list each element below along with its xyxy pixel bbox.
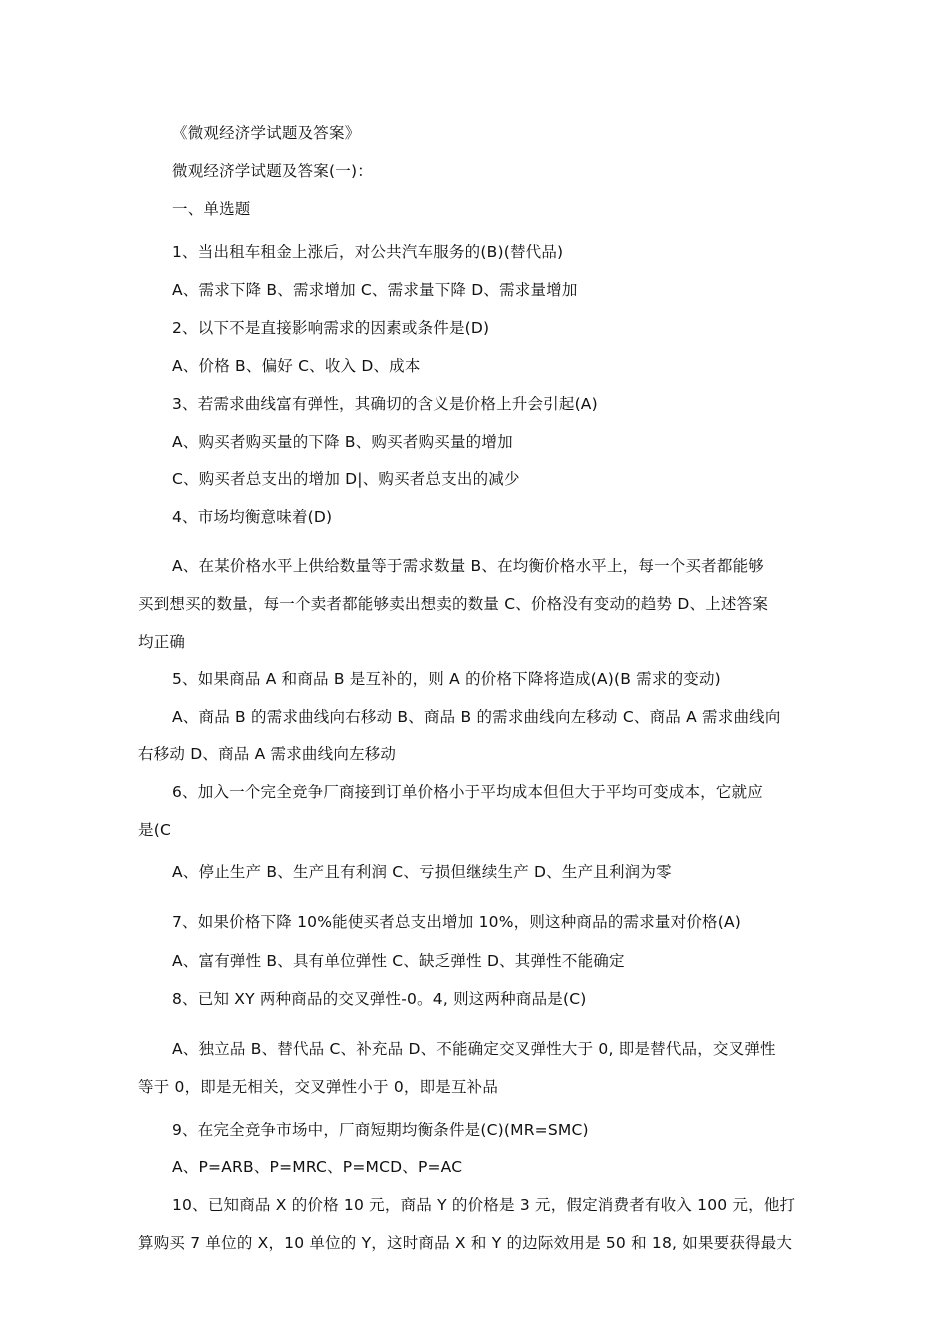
question-4-options-line-2: 买到想买的数量，每一个卖者都能够卖出想卖的数量 C、价格没有变动的趋势 D、上述答案 <box>138 595 769 613</box>
question-4-options-line-3: 均正确 <box>138 633 186 651</box>
section-subtitle: 微观经济学试题及答案(一)： <box>172 162 373 180</box>
question-2: 2、以下不是直接影响需求的因素或条件是(D) <box>172 319 490 337</box>
question-10-line-2: 算购买 7 单位的 X，10 单位的 Y，这时商品 X 和 Y 的边际效用是 50 和 18, 如果要获得最大 <box>138 1234 793 1252</box>
question-8: 8、已知 XY 两种商品的交叉弹性-0。4, 则这两种商品是(C) <box>172 990 587 1008</box>
question-10-line-1: 10、已知商品 X 的价格 10 元，商品 Y 的价格是 3 元，假定消费者有收入 100 元，他打 <box>172 1196 796 1214</box>
question-2-options: A、价格 B、偏好 C、收入 D、成本 <box>172 357 421 375</box>
question-8-options-line-1: A、独立品 B、替代品 C、补充品 D、不能确定交叉弹性大于 0, 即是替代品，交叉弹性 <box>172 1040 776 1058</box>
question-7-options: A、富有弹性 B、具有单位弹性 C、缺乏弹性 D、其弹性不能确定 <box>172 952 625 970</box>
question-9-options: A、P=ARB、P=MRC、P=MCD、P=AC <box>172 1158 463 1176</box>
question-6-line-2: 是(C <box>138 821 171 839</box>
question-1-options: A、需求下降 B、需求增加 C、需求量下降 D、需求量增加 <box>172 281 578 299</box>
question-6-options: A、停止生产 B、生产且有利润 C、亏损但继续生产 D、生产且利润为零 <box>172 863 672 881</box>
question-3-options-ab: A、购买者购买量的下降 B、购买者购买量的增加 <box>172 433 513 451</box>
section-heading: 一、单选题 <box>172 200 251 218</box>
question-8-options-line-2: 等于 0，即是无相关，交叉弹性小于 0，即是互补品 <box>138 1078 499 1096</box>
document-title: 《微观经济学试题及答案》 <box>172 124 361 142</box>
question-5-options-line-1: A、商品 B 的需求曲线向右移动 B、商品 B 的需求曲线向左移动 C、商品 A 需求曲线向 <box>172 708 781 726</box>
question-5-options-line-2: 右移动 D、商品 A 需求曲线向左移动 <box>138 745 397 763</box>
question-1: 1、当出租车租金上涨后，对公共汽车服务的(B)(替代品) <box>172 243 564 261</box>
question-7: 7、如果价格下降 10%能使买者总支出增加 10%，则这种商品的需求量对价格(A) <box>172 913 742 931</box>
question-5: 5、如果商品 A 和商品 B 是互补的，则 A 的价格下降将造成(A)(B 需求的变动) <box>172 670 721 688</box>
question-4: 4、市场均衡意味着(D) <box>172 508 333 526</box>
question-3: 3、若需求曲线富有弹性，其确切的含义是价格上升会引起(A) <box>172 395 598 413</box>
question-6-line-1: 6、加入一个完全竞争厂商接到订单价格小于平均成本但但大于平均可变成本，它就应 <box>172 783 763 801</box>
question-3-options-cd: C、购买者总支出的增加 D|、购买者总支出的减少 <box>172 470 520 488</box>
question-9: 9、在完全竞争市场中，厂商短期均衡条件是(C)(MR=SMC) <box>172 1121 589 1139</box>
question-4-options-line-1: A、在某价格水平上供给数量等于需求数量 B、在均衡价格水平上，每一个买者都能够 <box>172 557 764 575</box>
